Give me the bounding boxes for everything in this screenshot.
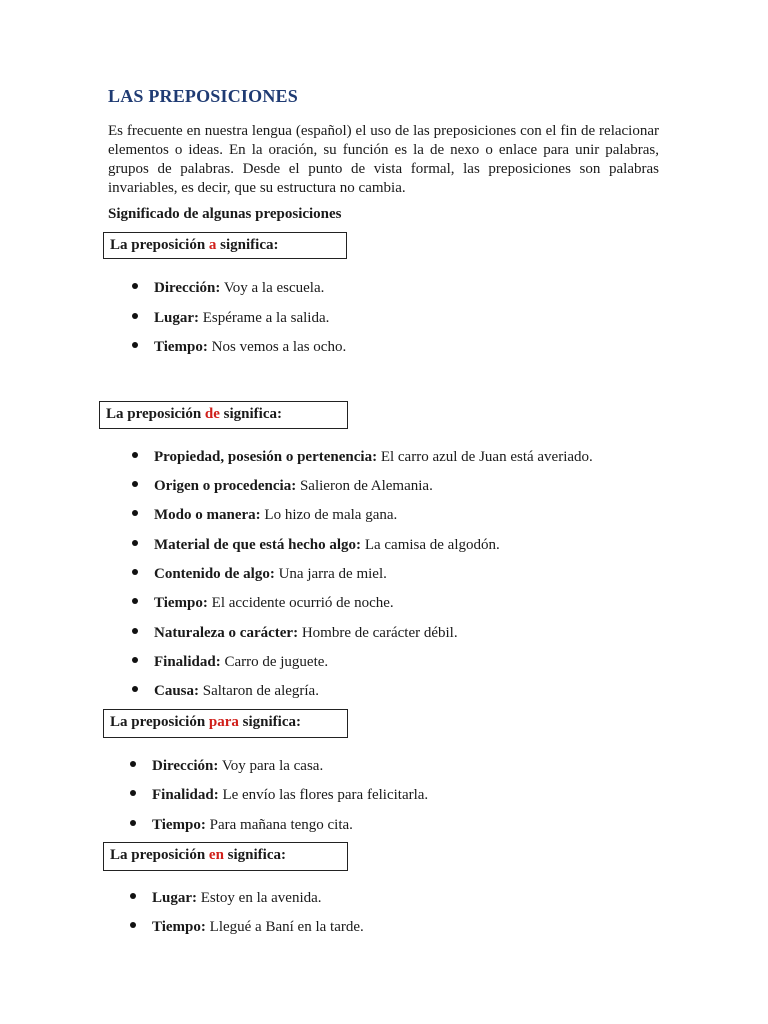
list-item [132,537,500,554]
bullet-icon [132,540,138,546]
list-item [132,310,329,327]
list-item-term: Lugar: [152,890,197,906]
section-subtitle: Significado de algunas preposiciones [108,206,342,222]
preposition-box-en [103,842,348,871]
bullet-icon [132,510,138,516]
bullet-icon [132,686,138,692]
list-item-term: Lugar: [154,310,199,326]
preposition-box-para [103,709,348,738]
list-item [132,280,324,297]
list-item [130,787,428,804]
bullet-icon [130,761,136,767]
list-item-term: Tiempo: [152,817,206,833]
list-item-term: Origen o procedencia: [154,478,297,494]
list-item-example: Estoy en la avenida. [200,890,322,906]
list-item [130,817,353,834]
bullet-icon [132,481,138,487]
preposition-word: a [208,237,217,253]
bullet-icon [132,657,138,663]
list-item-example: Carro de juguete. [224,654,329,670]
list-item-example: El carro azul de Juan está averiado. [380,449,593,465]
box-prefix: La preposición [110,237,206,253]
list-item [130,758,323,775]
list-item [130,919,364,936]
list-item [132,654,328,671]
bullet-icon [132,628,138,634]
box-suffix: significa: [242,714,301,730]
preposition-box-a [103,232,347,259]
list-item-example: Voy a la escuela. [223,280,325,296]
page-title: LAS PREPOSICIONES [108,86,298,106]
list-item-term: Propiedad, posesión o pertenencia: [154,449,378,465]
list-item [132,683,319,700]
bullet-icon [132,342,138,348]
list-item [132,566,387,583]
intro-paragraph: Es frecuente en nuestra lengua (español) el uso de las preposiciones con el fin de relacionar elementos o ideas. En la oración, su función es la de nexo o enlace para unir palabras, grupos de palabras. Desde el punto de vista formal, las preposiciones son palabras invariables, es decir, que su estructura no cambia. [108,123,659,196]
list-item-example: Le envío las flores para felicitarla. [222,787,429,803]
bullet-icon [130,790,136,796]
list-item-example: La camisa de algodón. [364,537,500,553]
bullet-icon [132,569,138,575]
list-item-term: Tiempo: [154,339,208,355]
bullet-icon [132,283,138,289]
bullet-icon [132,452,138,458]
bullet-icon [130,820,136,826]
list-item [132,478,433,495]
list-item [132,507,397,524]
list-item-example: Nos vemos a las ocho. [211,339,347,355]
list-item [132,625,458,642]
list-item-example: Llegué a Baní en la tarde. [209,919,364,935]
list-item-term: Finalidad: [152,787,219,803]
list-item [132,595,394,612]
list-item-term: Tiempo: [154,595,208,611]
preposition-word: para [208,714,239,730]
list-item-term: Dirección: [154,280,221,296]
list-item-example: Voy para la casa. [221,758,324,774]
box-prefix: La preposición [110,847,206,863]
list-item-term: Dirección: [152,758,219,774]
list-item-example: El accidente ocurrió de noche. [211,595,394,611]
bullet-icon [132,598,138,604]
list-item-example: Una jarra de miel. [278,566,387,582]
preposition-word: de [204,406,220,422]
box-prefix: La preposición [106,406,202,422]
list-item-example: Lo hizo de mala gana. [264,507,398,523]
bullet-icon [132,313,138,319]
list-item-term: Modo o manera: [154,507,261,523]
box-suffix: significa: [223,406,282,422]
list-item-term: Naturaleza o carácter: [154,625,299,641]
box-suffix: significa: [220,237,279,253]
list-item [132,339,346,356]
list-item-example: Hombre de carácter débil. [301,625,458,641]
list-item-term: Material de que está hecho algo: [154,537,362,553]
bullet-icon [130,922,136,928]
list-item-example: Saltaron de alegría. [202,683,319,699]
list-item-example: Salieron de Alemania. [299,478,433,494]
preposition-box-de [99,401,348,429]
list-item-example: Para mañana tengo cita. [209,817,353,833]
list-item-term: Causa: [154,683,200,699]
bullet-icon [130,893,136,899]
list-item-term: Finalidad: [154,654,221,670]
list-item-example: Espérame a la salida. [202,310,330,326]
list-item-term: Tiempo: [152,919,206,935]
preposition-word: en [208,847,224,863]
list-item [132,449,593,466]
box-suffix: significa: [227,847,286,863]
list-item [130,890,322,907]
list-item-term: Contenido de algo: [154,566,275,582]
box-prefix: La preposición [110,714,206,730]
